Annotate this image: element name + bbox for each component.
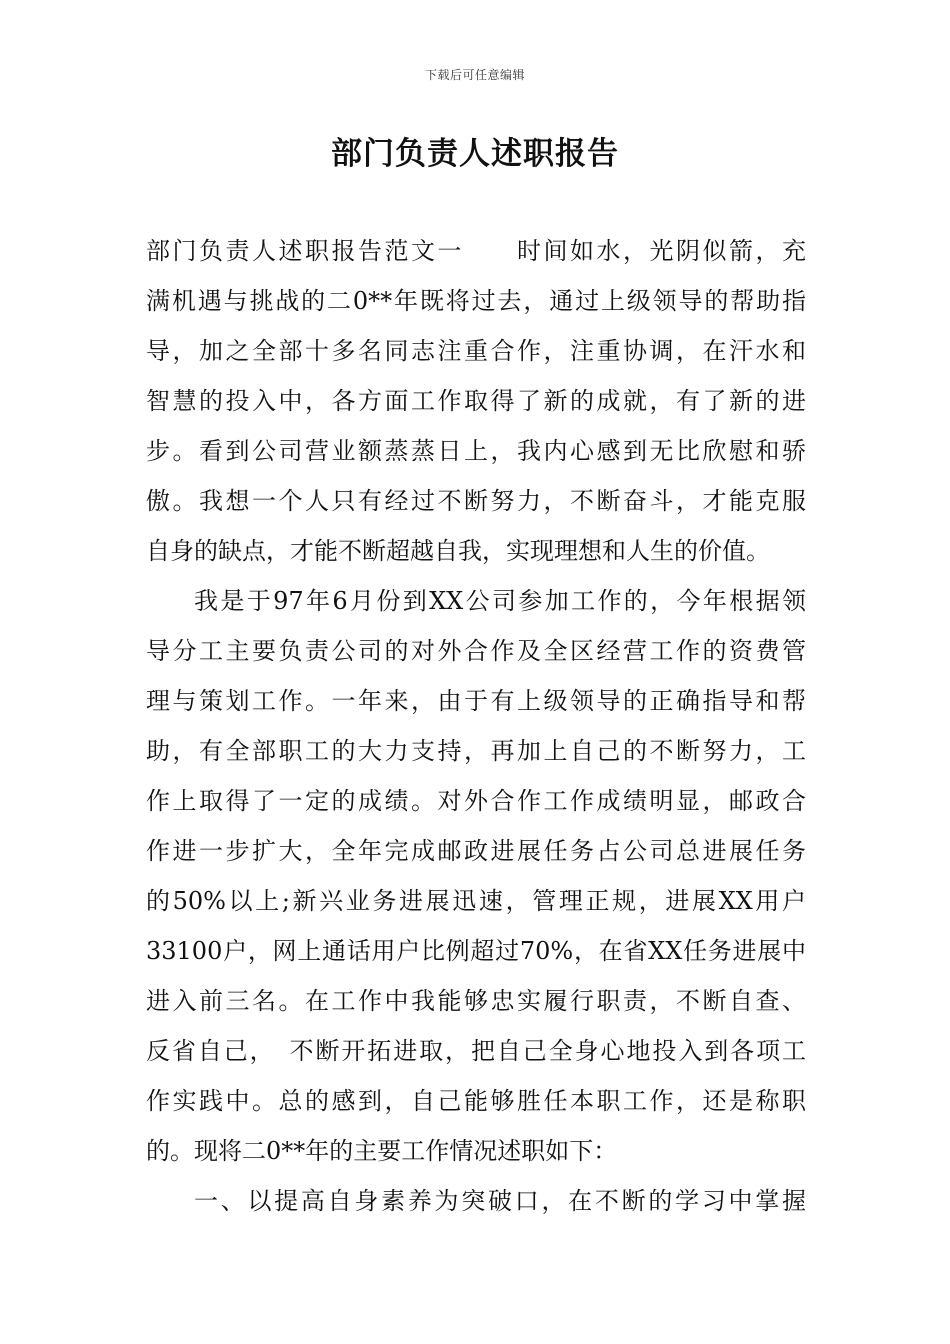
document-body bbox=[146, 226, 806, 1226]
document-title: 部门负责人述职报告 bbox=[331, 136, 619, 172]
header-note: 下载后可任意编辑 bbox=[424, 68, 525, 82]
text-line: 反省自己， 不断开拓进取，把自己全身心地投入到各项工 bbox=[146, 1037, 806, 1065]
text-line: 的。现将二0**年的主要工作情况述职如下： bbox=[146, 1137, 618, 1165]
text-line: 傲。我想一个人只有经过不断努力，不断奋斗，才能克服 bbox=[146, 487, 806, 515]
text-line: 助，有全部职工的大力支持，再加上自己的不断努力，工 bbox=[146, 737, 806, 765]
paragraph bbox=[146, 226, 806, 576]
text-line: 我是于97年6月份到XX公司参加工作的，今年根据领 bbox=[194, 587, 806, 615]
text-line: 导，加之全部十多名同志注重合作，注重协调，在汗水和 bbox=[146, 337, 806, 365]
text-line: 智慧的投入中，各方面工作取得了新的成就，有了新的进 bbox=[146, 387, 806, 415]
text-line: 导分工主要负责公司的对外合作及全区经营工作的资费管 bbox=[146, 637, 806, 665]
text-line: 部门负责人述职报告范文一 时间如水，光阴似箭，充 bbox=[146, 237, 806, 265]
paragraph bbox=[146, 1176, 806, 1226]
text-line: 作上取得了一定的成绩。对外合作工作成绩明显，邮政合 bbox=[146, 787, 806, 815]
text-line: 步。看到公司营业额蒸蒸日上，我内心感到无比欣慰和骄 bbox=[146, 437, 806, 465]
text-line: 满机遇与挑战的二0**年既将过去，通过上级领导的帮助指 bbox=[146, 287, 806, 315]
text-line: 作进一步扩大，全年完成邮政进展任务占公司总进展任务 bbox=[146, 837, 806, 865]
text-line: 的50%以上;新兴业务进展迅速，管理正规，进展XX用户 bbox=[146, 887, 806, 915]
text-line: 一、以提高自身素养为突破口，在不断的学习中掌握 bbox=[194, 1187, 806, 1215]
text-line: 自身的缺点，才能不断超越自我，实现理想和人生的价值。 bbox=[146, 537, 770, 565]
paragraph bbox=[146, 576, 806, 1176]
text-line: 作实践中。总的感到，自己能够胜任本职工作，还是称职 bbox=[146, 1087, 806, 1115]
text-line: 33100户，网上通话用户比例超过70%，在省XX任务进展中 bbox=[146, 937, 806, 965]
text-line: 理与策划工作。一年来，由于有上级领导的正确指导和帮 bbox=[146, 687, 806, 715]
text-line: 进入前三名。在工作中我能够忠实履行职责，不断自查、 bbox=[146, 987, 806, 1015]
